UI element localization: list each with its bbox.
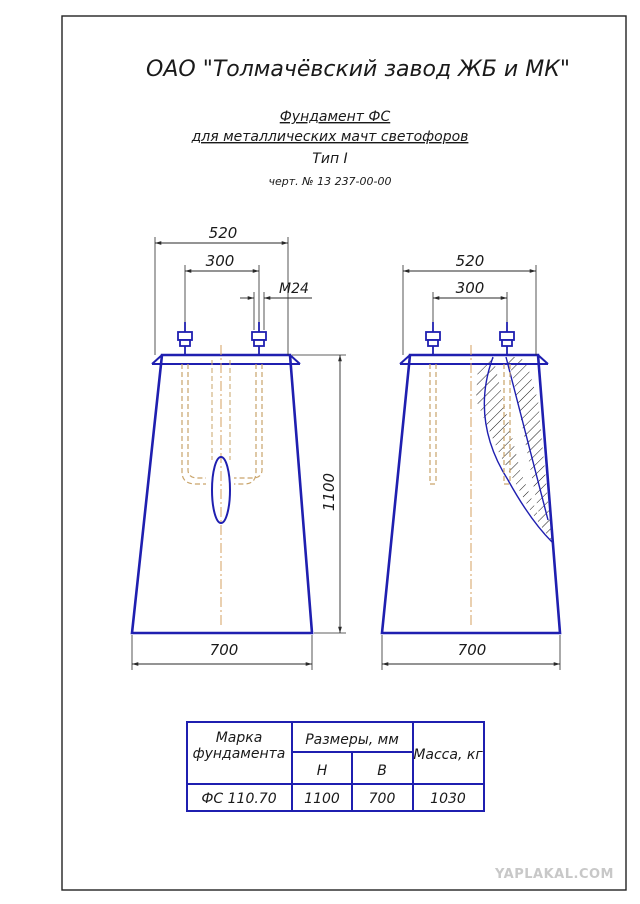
table-cell-mass: 1030 bbox=[430, 791, 466, 807]
front-view-outline bbox=[132, 355, 312, 633]
table-cell-b: 700 bbox=[368, 791, 396, 807]
dim-label-m24: M24 bbox=[279, 281, 309, 297]
product-name: Фундамент ФС bbox=[279, 109, 391, 125]
dim-label-300-front: 300 bbox=[205, 252, 235, 270]
product-type: Тип I bbox=[312, 151, 348, 167]
table-cell-mark: ФС 110.70 bbox=[201, 791, 277, 807]
front-anchor-bolt-left bbox=[182, 364, 206, 484]
watermark: YAPLAKAL.COM bbox=[495, 867, 614, 882]
front-view bbox=[132, 224, 346, 670]
dim-label-700-side: 700 bbox=[457, 641, 487, 659]
side-view bbox=[382, 252, 560, 670]
drawing-number: черт. № 13 237-00-00 bbox=[268, 175, 392, 188]
side-anchor-bolt-left bbox=[430, 364, 436, 484]
table-header-h: H bbox=[316, 763, 328, 779]
dim-label-300-side: 300 bbox=[455, 279, 485, 297]
side-bolt-nut-left bbox=[426, 322, 440, 356]
product-purpose: для металлических мачт светофоров bbox=[191, 129, 469, 145]
dim-label-520-side: 520 bbox=[455, 252, 485, 270]
company-title: ОАО "Толмачёвский завод ЖБ и МК" bbox=[146, 57, 570, 82]
table-header-b: B bbox=[377, 763, 387, 779]
side-bolt-nut-right bbox=[500, 322, 514, 356]
front-bolt-nut-left bbox=[178, 322, 192, 356]
table-header-mark-line2: фундамента bbox=[192, 746, 286, 762]
dim-label-1100: 1100 bbox=[320, 472, 338, 512]
table-cell-h: 1100 bbox=[304, 791, 340, 807]
table-header-dims: Размеры, мм bbox=[305, 732, 399, 748]
table-header-mark-line1: Марка bbox=[215, 730, 263, 746]
table-header-mass: Масса, кг bbox=[413, 747, 483, 763]
dim-label-520-front: 520 bbox=[208, 224, 238, 242]
dim-label-700-front: 700 bbox=[209, 641, 239, 659]
front-anchor-bolt-right bbox=[234, 364, 256, 484]
